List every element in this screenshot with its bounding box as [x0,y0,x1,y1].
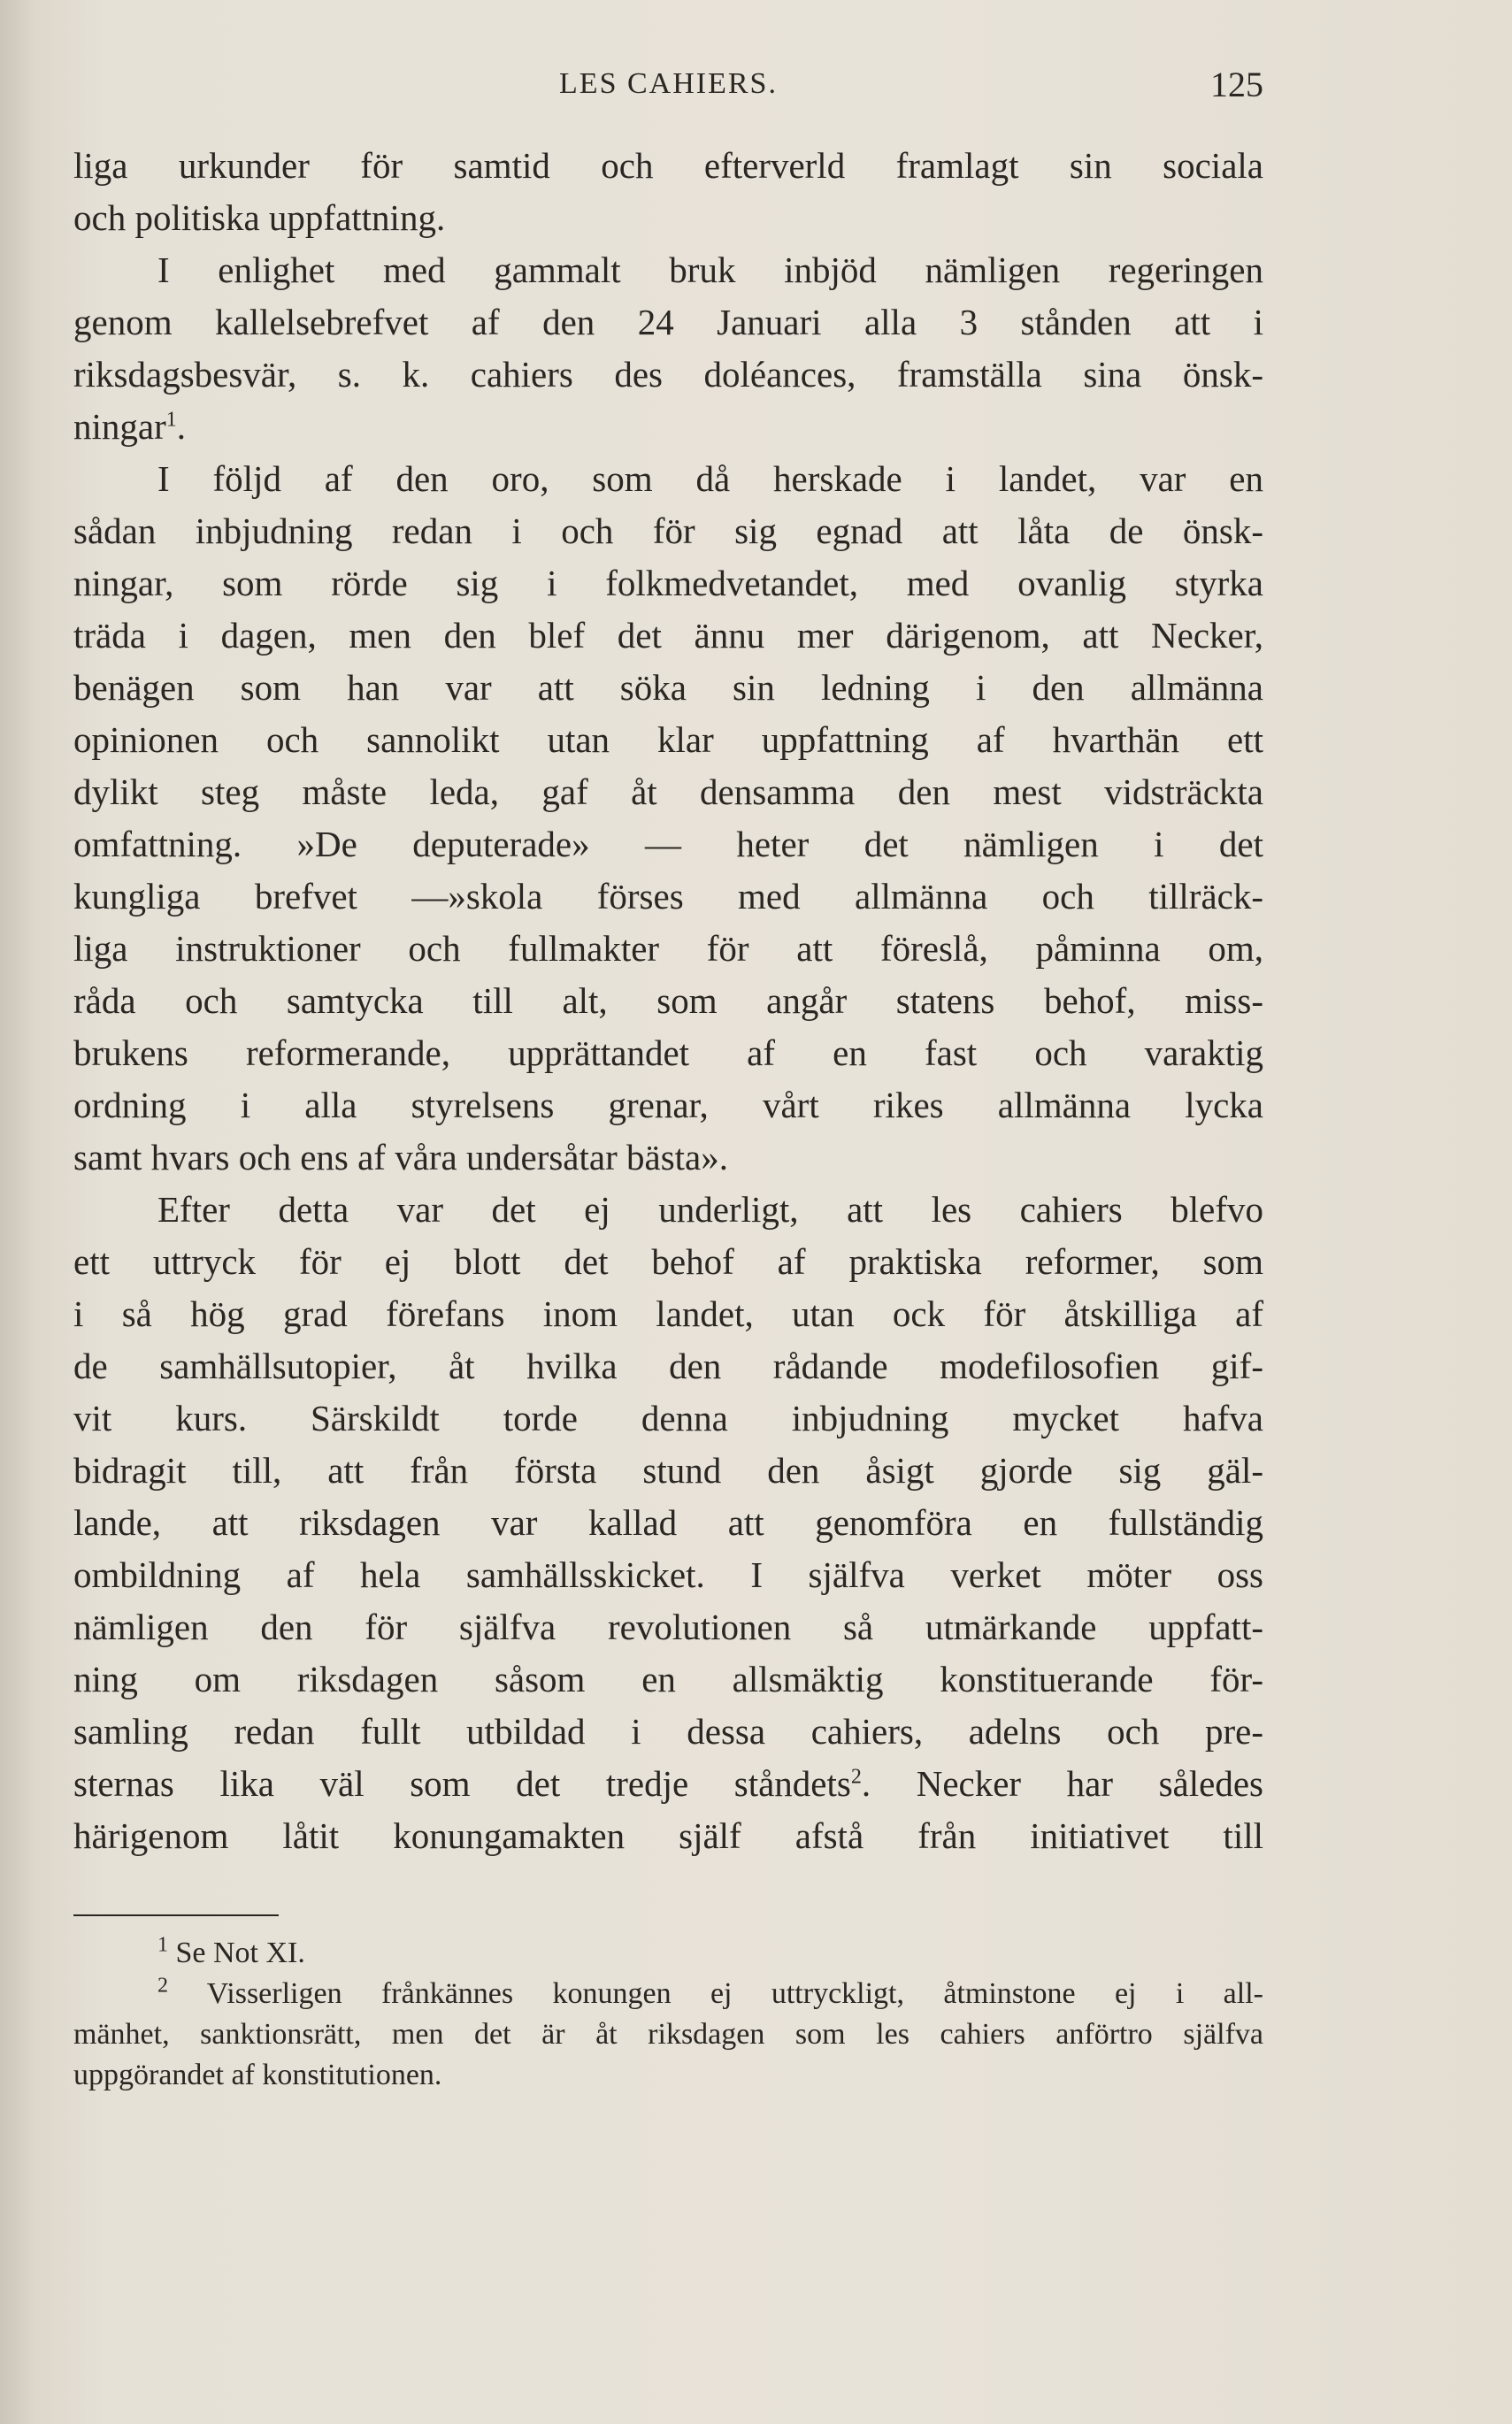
text-fragment: . Necker har således [861,1763,1263,1804]
footnote-2-line: mänhet, sanktionsrätt, men det är åt riksdagen som les cahiers anförtro själfva [73,2018,1263,2051]
text-line: de samhällsutopier, åt hvilka den rådande modefilosofien gif- [73,1346,1263,1386]
footnote-divider [73,1914,279,1916]
text-line: kungliga brefvet —»skola förses med allmänna och tillräck- [73,876,1263,917]
text-line: ningar, som rörde sig i folkmedvetandet, med ovanlig styrka [73,563,1263,603]
text-fragment: ningar [73,406,166,447]
footnote-1 [73,1933,1263,1974]
text-line: liga instruktioner och fullmakter för att föreslå, påminna om, [73,928,1263,969]
text-line: ombildning af hela samhällsskicket. I själfva verket möter oss [73,1554,1263,1595]
text-fragment: sternas lika väl som det tredje ståndets [73,1763,851,1804]
text-line: dylikt steg måste leda, gaf åt densamma den mest vidsträckta [73,771,1263,812]
text-line: nämligen den för själfva revolutionen så utmärkande uppfatt- [73,1607,1263,1647]
footnote-ref-1[interactable]: 1 [165,408,177,432]
text-line: i så hög grad förefans inom landet, utan ock för åtskilliga af [73,1293,1263,1334]
text-line: I följd af den oro, som då herskade i landet, var en [157,458,1263,499]
footnotes [73,1933,1263,2096]
text-line-with-footnote [73,1758,1263,1810]
text-line: härigenom låtit konungamakten själf afstå från initiativet till [73,1815,1263,1856]
text-line: Efter detta var det ej underligt, att les cahiers blefvo [157,1189,1263,1230]
text-line: brukens reformerande, upprättandet af en fast och varaktig [73,1032,1263,1073]
page-number: 125 [1210,65,1263,104]
text-line: träda i dagen, men den blef det ännu mer därigenom, att Necker, [73,615,1263,656]
text-line: sådan inbjudning redan i och för sig egnad att låta de önsk- [73,510,1263,551]
text-line: ett uttryck för ej blott det behof af praktiska reformer, som [73,1241,1263,1282]
running-title: LES CAHIERS. [559,67,778,100]
text-line-with-footnote [73,401,1263,453]
text-line: riksdagsbesvär, s. k. cahiers des doléances, framställa sina önsk- [73,354,1263,395]
footnote-number: 1 [157,1933,168,1957]
page-header [73,67,1263,111]
text-line: bidragit till, att från första stund den åsigt gjorde sig gäl- [73,1450,1263,1491]
text-line: vit kurs. Särskildt torde denna inbjudning mycket hafva [73,1398,1263,1438]
text-fragment: . [176,406,186,447]
text-line: råda och samtycka till alt, som angår statens behof, miss- [73,980,1263,1021]
text-line: benägen som han var att söka sin ledning i den allmänna [73,667,1263,708]
footnote-2 [73,1974,1263,2014]
body-text [73,140,1263,1862]
text-line: opinionen och sannolikt utan klar uppfattning af hvarthän ett [73,719,1263,760]
footnote-text: Visserligen frånkännes konungen ej uttryckligt, åtminstone ej i all- [206,1977,1263,2010]
text-line: genom kallelsebrefvet af den 24 Januari alla 3 stånden att i [73,302,1263,342]
text-line: I enlighet med gammalt bruk inbjöd nämligen regeringen [157,249,1263,290]
text-line: omfattning. »De deputerade» — heter det nämligen i det [73,824,1263,864]
text-line: och politiska uppfattning. [73,197,446,238]
footnote-number: 2 [157,1974,168,1998]
footnote-ref-2[interactable]: 2 [850,1765,862,1789]
text-line: ning om riksdagen såsom en allsmäktig konstituerande för- [73,1659,1263,1699]
text-line: liga urkunder för samtid och efterverld framlagt sin sociala [73,145,1263,186]
text-line: samling redan fullt utbildad i dessa cahiers, adelns och pre- [73,1711,1263,1752]
footnote-2-line: uppgörandet af konstitutionen. [73,2059,442,2091]
text-line: ordning i alla styrelsens grenar, vårt rikes allmänna lycka [73,1085,1263,1125]
text-line: samt hvars och ens af våra undersåtar bästa». [73,1137,728,1177]
footnote-text: Se Not XI. [175,1937,305,1969]
text-line: lande, att riksdagen var kallad att genomföra en fullständig [73,1502,1263,1543]
